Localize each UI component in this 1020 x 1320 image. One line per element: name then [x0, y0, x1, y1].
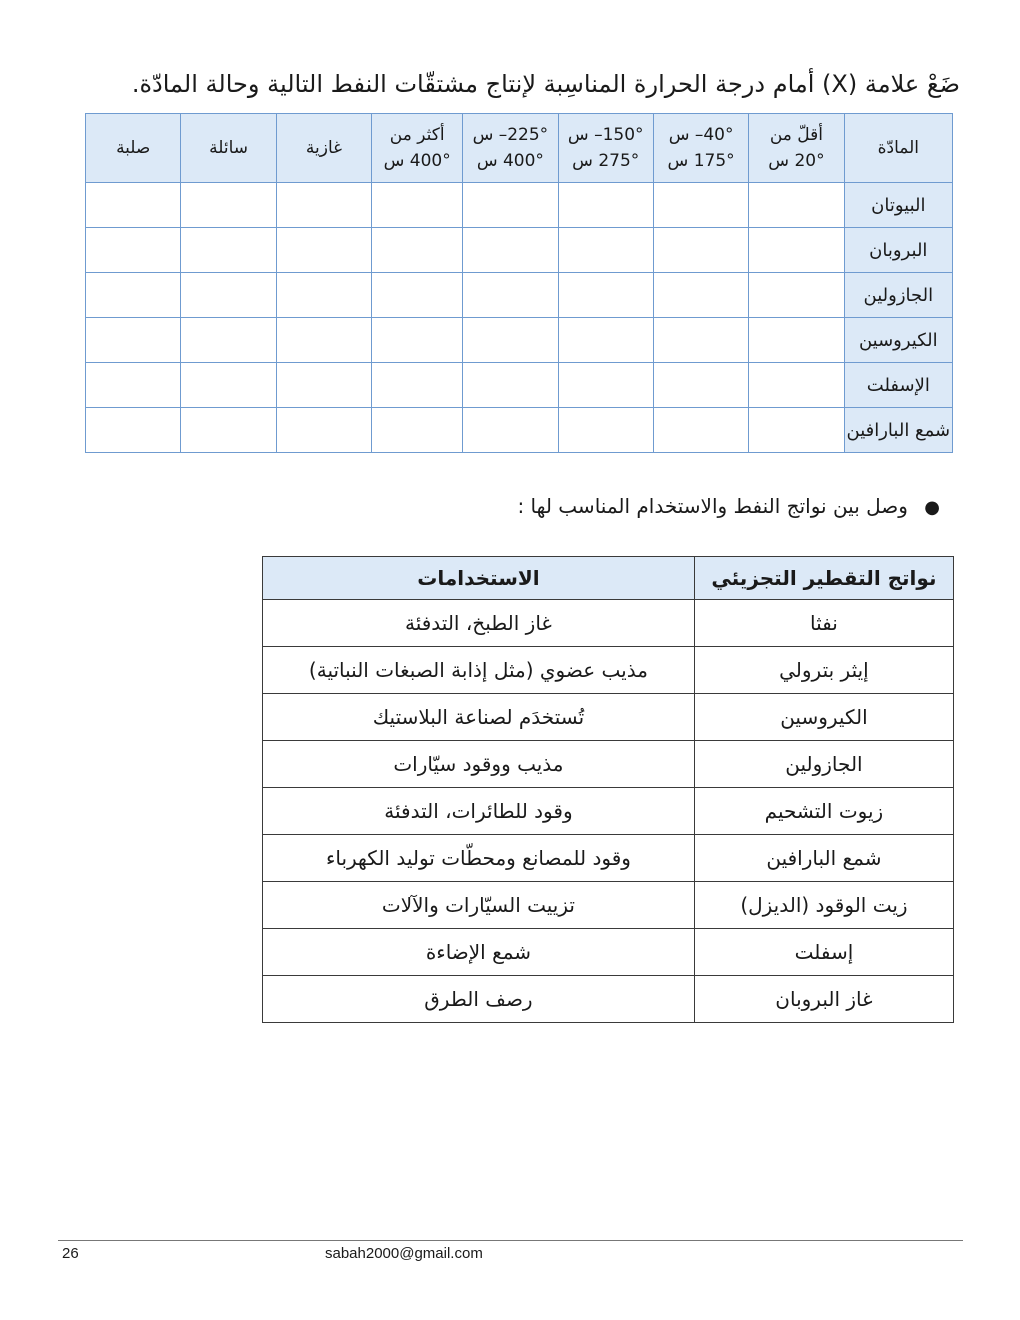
product-cell: غاز البروبان — [694, 976, 953, 1023]
table-row — [263, 694, 954, 741]
answer-cell[interactable] — [558, 408, 653, 453]
table-row — [86, 273, 953, 318]
answer-cell[interactable] — [463, 228, 558, 273]
answer-cell[interactable] — [276, 273, 371, 318]
answer-cell[interactable] — [749, 408, 844, 453]
product-cell: إسفلت — [694, 929, 953, 976]
product-cell: الجازولين — [694, 741, 953, 788]
answer-cell[interactable] — [86, 228, 181, 273]
product-cell: زيت الوقود (الديزل) — [694, 882, 953, 929]
answer-cell[interactable] — [181, 408, 276, 453]
use-cell: مذيب ووقود سيّارات — [263, 741, 695, 788]
use-cell: شمع الإضاءة — [263, 929, 695, 976]
answer-cell[interactable] — [86, 363, 181, 408]
answer-cell[interactable] — [372, 318, 463, 363]
table-row — [263, 647, 954, 694]
answer-cell[interactable] — [463, 408, 558, 453]
table-row — [263, 929, 954, 976]
table-row — [263, 835, 954, 882]
row-label: الجازولين — [844, 273, 952, 318]
row-label: الإسفلت — [844, 363, 952, 408]
answer-cell[interactable] — [181, 228, 276, 273]
table2-instruction — [300, 488, 940, 524]
header-products: نواتج التقطير التجزيئي — [694, 557, 953, 600]
answer-cell[interactable] — [749, 318, 844, 363]
answer-cell[interactable] — [86, 318, 181, 363]
footer-email: sabah2000@gmail.com — [325, 1245, 483, 1262]
use-cell: تُستخدَم لصناعة البلاستيك — [263, 694, 695, 741]
answer-cell[interactable] — [181, 183, 276, 228]
answer-cell[interactable] — [372, 408, 463, 453]
answer-cell[interactable] — [749, 228, 844, 273]
answer-cell[interactable] — [749, 363, 844, 408]
uses-table — [262, 556, 954, 1018]
answer-cell[interactable] — [86, 408, 181, 453]
answer-cell[interactable] — [86, 273, 181, 318]
header-150-275: 150°– س 275° س — [558, 114, 653, 183]
answer-cell[interactable] — [558, 228, 653, 273]
answer-cell[interactable] — [276, 363, 371, 408]
answer-cell[interactable] — [276, 183, 371, 228]
answer-cell[interactable] — [276, 318, 371, 363]
answer-cell[interactable] — [463, 183, 558, 228]
answer-cell[interactable] — [558, 273, 653, 318]
use-cell: مذيب عضوي (مثل إذابة الصبغات النباتية) — [263, 647, 695, 694]
header-40-175: 40°– س 175° س — [653, 114, 748, 183]
table-row — [86, 318, 953, 363]
answer-cell[interactable] — [463, 318, 558, 363]
product-cell: زيوت التشحيم — [694, 788, 953, 835]
answer-cell[interactable] — [653, 228, 748, 273]
answer-cell[interactable] — [372, 363, 463, 408]
answer-cell[interactable] — [653, 183, 748, 228]
page-number: 26 — [62, 1245, 79, 1262]
table-row — [86, 363, 953, 408]
header-uses: الاستخدامات — [263, 557, 695, 600]
table-row — [86, 228, 953, 273]
table2-header-row — [263, 557, 954, 600]
row-label: شمع البارافين — [844, 408, 952, 453]
table-row — [263, 600, 954, 647]
answer-cell[interactable] — [653, 318, 748, 363]
answer-cell[interactable] — [372, 273, 463, 318]
answer-cell[interactable] — [181, 318, 276, 363]
row-label: البروبان — [844, 228, 952, 273]
answer-cell[interactable] — [181, 363, 276, 408]
header-substance: المادّة — [844, 114, 952, 183]
answer-cell[interactable] — [749, 183, 844, 228]
answer-cell[interactable] — [372, 228, 463, 273]
table1-instruction: ضَعْ علامة (X) أمام درجة الحرارة المناسِبة لإنتاج مشتقّات النفط التالية وحالة المادّة. — [131, 70, 960, 98]
answer-cell[interactable] — [558, 183, 653, 228]
answer-cell[interactable] — [86, 183, 181, 228]
answer-cell[interactable] — [276, 228, 371, 273]
use-cell: غاز الطبخ، التدفئة — [263, 600, 695, 647]
table-row — [263, 788, 954, 835]
table-row — [86, 183, 953, 228]
answer-cell[interactable] — [558, 318, 653, 363]
header-liquid: سائلة — [181, 114, 276, 183]
header-solid: صلبة — [86, 114, 181, 183]
footer-divider — [58, 1240, 963, 1241]
answer-cell[interactable] — [372, 183, 463, 228]
bullet-icon: ● — [924, 497, 940, 518]
row-label: الكيروسين — [844, 318, 952, 363]
use-cell: رصف الطرق — [263, 976, 695, 1023]
table-row — [263, 882, 954, 929]
table-row — [263, 741, 954, 788]
header-225-400: 225°– س 400° س — [463, 114, 558, 183]
product-cell: نفثا — [694, 600, 953, 647]
row-label: البيوتان — [844, 183, 952, 228]
table-row — [263, 976, 954, 1023]
answer-cell[interactable] — [653, 273, 748, 318]
header-above-400: أكثر من 400° س — [372, 114, 463, 183]
answer-cell[interactable] — [558, 363, 653, 408]
use-cell: تزييت السيّارات والآلات — [263, 882, 695, 929]
table-row — [86, 408, 953, 453]
header-below-20: أقلّ من 20° س — [749, 114, 844, 183]
table2-instruction-text: وصل بين نواتج النفط والاستخدام المناسب لها : — [517, 494, 908, 518]
header-gas: غازية — [276, 114, 371, 183]
product-cell: الكيروسين — [694, 694, 953, 741]
product-cell: شمع البارافين — [694, 835, 953, 882]
temperature-table — [85, 113, 953, 453]
answer-cell[interactable] — [181, 273, 276, 318]
use-cell: وقود للمصانع ومحطّات توليد الكهرباء — [263, 835, 695, 882]
answer-cell[interactable] — [653, 363, 748, 408]
answer-cell[interactable] — [276, 408, 371, 453]
table1-header-row — [86, 114, 953, 183]
use-cell: وقود للطائرات، التدفئة — [263, 788, 695, 835]
product-cell: إيثر بترولي — [694, 647, 953, 694]
answer-cell[interactable] — [653, 408, 748, 453]
answer-cell[interactable] — [463, 273, 558, 318]
answer-cell[interactable] — [463, 363, 558, 408]
answer-cell[interactable] — [749, 273, 844, 318]
